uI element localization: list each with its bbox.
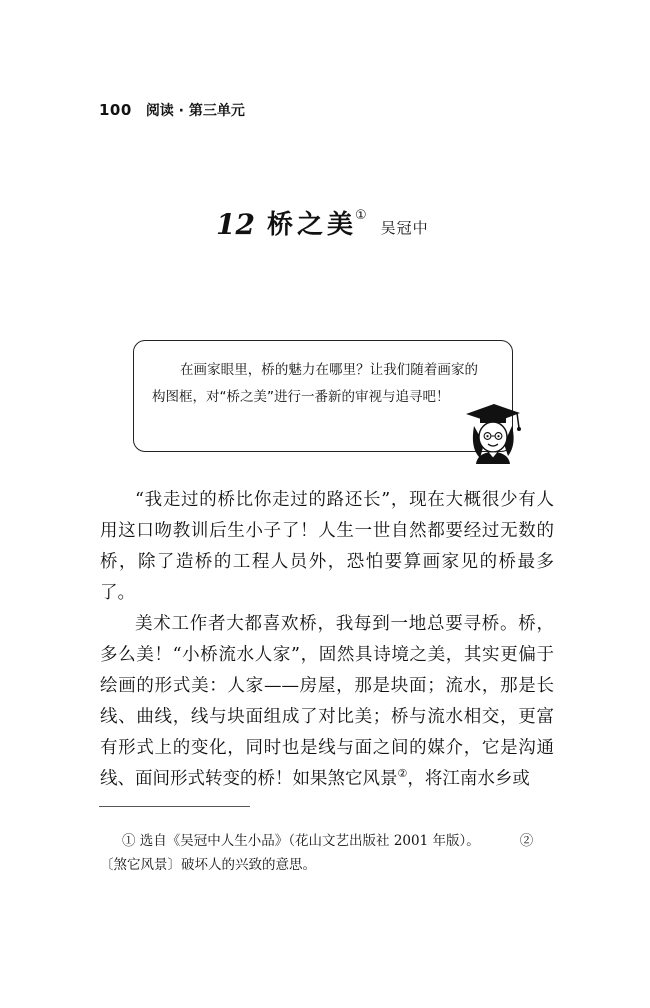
footnote-mark-2: ②: [397, 767, 408, 781]
author-name: 吴冠中: [380, 219, 429, 237]
reading-guide-box: [133, 340, 513, 452]
graduate-mascot-icon: [460, 400, 526, 464]
footnotes: [100, 829, 554, 877]
paragraph-2-text-a: 美术工作者大都喜欢桥，我每到一地总要寻桥。桥，多么美！“小桥流水人家”，固然具诗境之美，其实更偏于绘画的形式美：人家——房屋，那是块面；流水，那是长线、曲线，线与块面组成了对比美；桥与流水相交，更富有形式上的变化，同时也是线与面之间的媒介，它是沟通线、面间形式转变的桥！如果煞它风景: [100, 614, 554, 789]
page-number: 100: [99, 101, 132, 119]
lesson-title-row: [216, 210, 429, 240]
lesson-title: 桥之美: [266, 210, 357, 240]
footnote-2: ②〔煞它风景〕破坏人的兴致的意思。: [100, 833, 534, 873]
reading-guide-text: 在画家眼里，桥的魅力在哪里？让我们随着画家的构图框，对“桥之美”进行一番新的审视与追寻吧！: [152, 362, 478, 405]
lesson-number: 12: [216, 208, 255, 241]
article-body: [100, 485, 554, 795]
section-label: 阅读 · 第三单元: [145, 103, 245, 119]
footnote-1: ① 选自《吴冠中人生小品》（花山文艺出版社 2001 年版）。: [122, 833, 480, 849]
footnote-divider: [99, 806, 250, 807]
paragraph-2-text-b: ，将江南水乡或: [407, 769, 530, 789]
title-footnote-mark: ①: [354, 208, 367, 223]
paragraph-1: “我走过的桥比你走过的路还长”，现在大概很少有人用这口吻教训后生小子了！人生一世自然都要经过无数的桥，除了造桥的工程人员外，恐怕要算画家见的桥最多了。: [100, 490, 554, 603]
page-header: [99, 100, 245, 120]
paragraph-2: [100, 609, 554, 795]
